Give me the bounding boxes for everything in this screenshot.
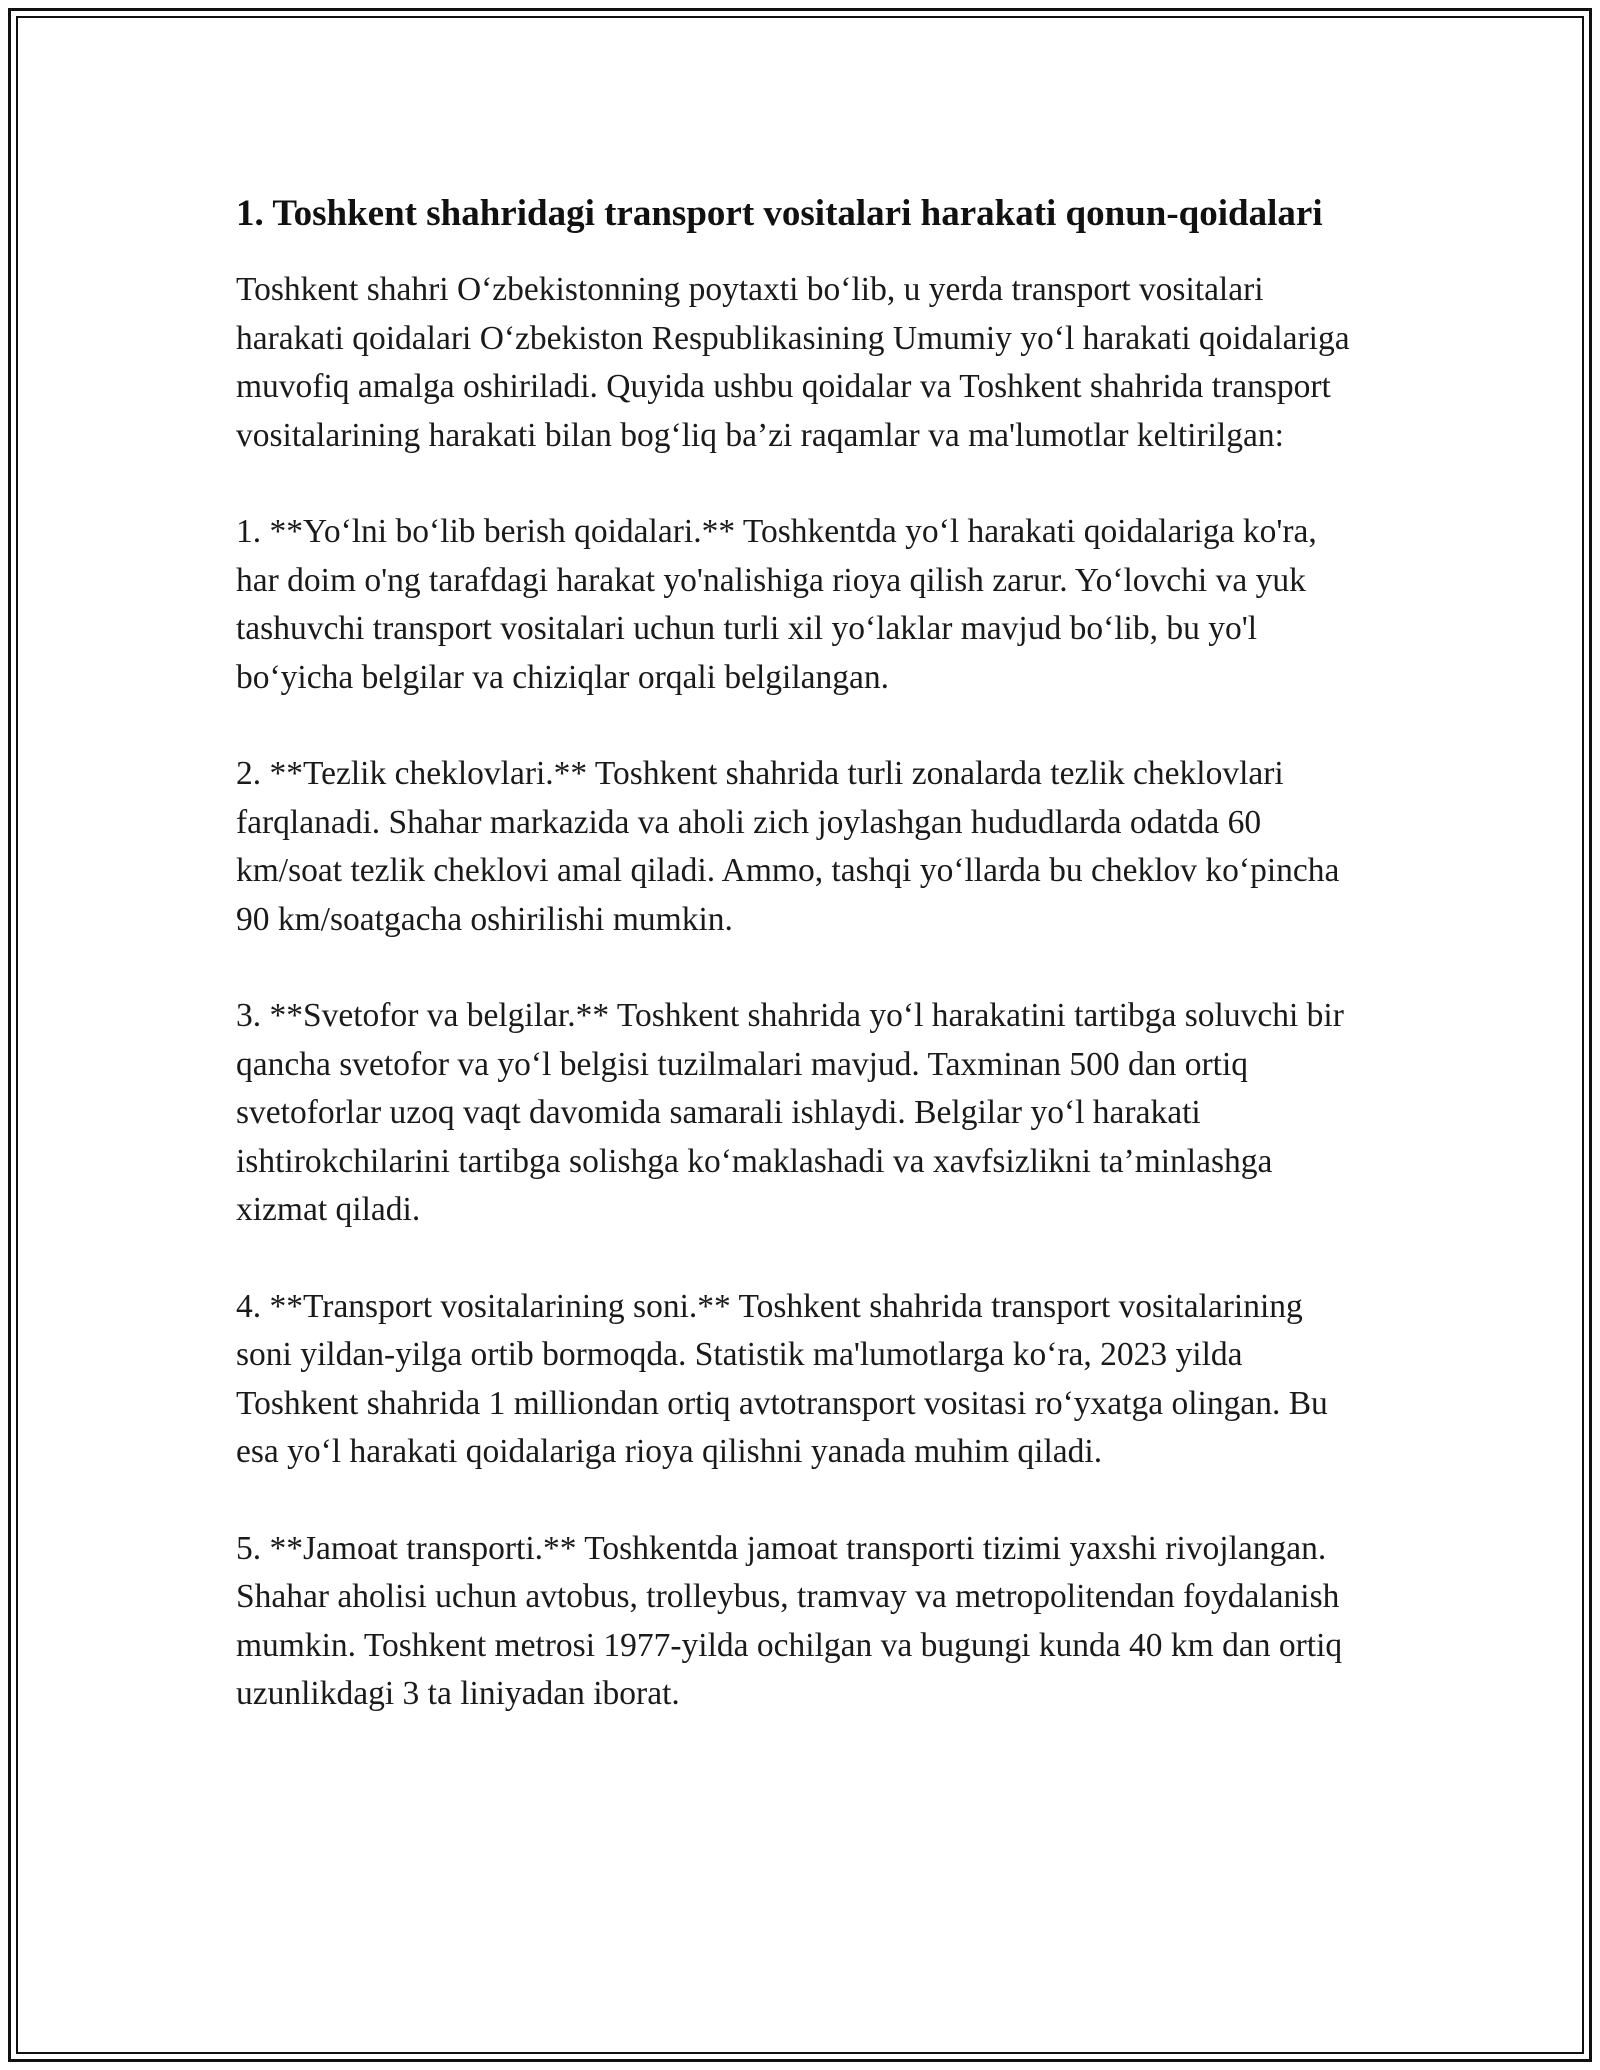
paragraph-spacer xyxy=(236,702,1366,750)
paragraph-spacer xyxy=(236,944,1366,992)
paragraph-spacer xyxy=(236,460,1366,508)
intro-paragraph: Toshkent shahri O‘zbekistonning poytaxti bo‘lib, u yerda transport vositalari harakati qoidalari O‘zbekiston Respublikasining Umumiy yo‘l harakati qoidalariga muvofiq amalga oshiriladi. Quyida ushbu qoidalar va Toshkent shahrida transport vositalarining harakati bilan bog‘liq ba’zi raqamlar va ma'lumotlar keltirilgan: xyxy=(236,271,1350,454)
paragraph-spacer xyxy=(236,1235,1366,1283)
document-title: 1. Toshkent shahridagi transport vositalari harakati qonun-qoidalari xyxy=(236,193,1323,234)
list-item-vehicle-count: 4. **Transport vositalarining soni.** Toshkent shahrida transport vositalarining soni yildan-yilga ortib bormoqda. Statistik ma'lumotlarga ko‘ra, 2023 yilda Toshkent shahrida 1 milliondan ortiq avtotransport vositasi ro‘yxatga olingan. Bu esa yo‘l harakati qoidalariga rioya qilishni yanada muhim qiladi. xyxy=(236,1287,1328,1470)
list-item-lane-rules: 1. **Yo‘lni bo‘lib berish qoidalari.** Toshkentda yo‘l harakati qoidalariga ko'ra, har doim o'ng tarafdagi harakat yo'nalishiga rioya qilish zarur. Yo‘lovchi va yuk tashuvchi transport vositalari uchun turli xil yo‘laklar mavjud bo‘lib, bu yo'l bo‘yicha belgilar va chiziqlar orqali belgilangan. xyxy=(236,513,1317,696)
list-item-traffic-lights: 3. **Svetofor va belgilar.** Toshkent shahrida yo‘l harakatini tartibga soluvchi bir qancha svetofor va yo‘l belgisi tuzilmalari mavjud. Taxminan 500 dan ortiq svetoforlar uzoq vaqt davomida samarali ishlaydi. Belgilar yo‘l harakati ishtirokchilarini tartibga solishga ko‘maklashadi va xavfsizlikni ta’minlashga xizmat qiladi. xyxy=(236,997,1344,1228)
list-item-speed-limits: 2. **Tezlik cheklovlari.** Toshkent shahrida turli zonalarda tezlik cheklovlari farqlanadi. Shahar markazida va aholi zich joylashgan hududlarda odatda 60 km/soat tezlik cheklovi amal qiladi. Ammo, tashqi yo‘llarda bu cheklov ko‘pincha 90 km/soatgacha oshirilishi mumkin. xyxy=(236,755,1340,938)
document-body xyxy=(236,188,1366,1719)
paragraph-spacer xyxy=(236,1477,1366,1525)
list-item-public-transport: 5. **Jamoat transporti.** Toshkentda jamoat transporti tizimi yaxshi rivojlangan. Shahar aholisi uchun avtobus, trolleybus, tramvay va metropolitendan foydalanish mumkin. Toshkent metrosi 1977-yilda ochilgan va bugungi kunda 40 km dan ortiq uzunlikdagi 3 ta liniyadan iborat. xyxy=(236,1529,1343,1712)
